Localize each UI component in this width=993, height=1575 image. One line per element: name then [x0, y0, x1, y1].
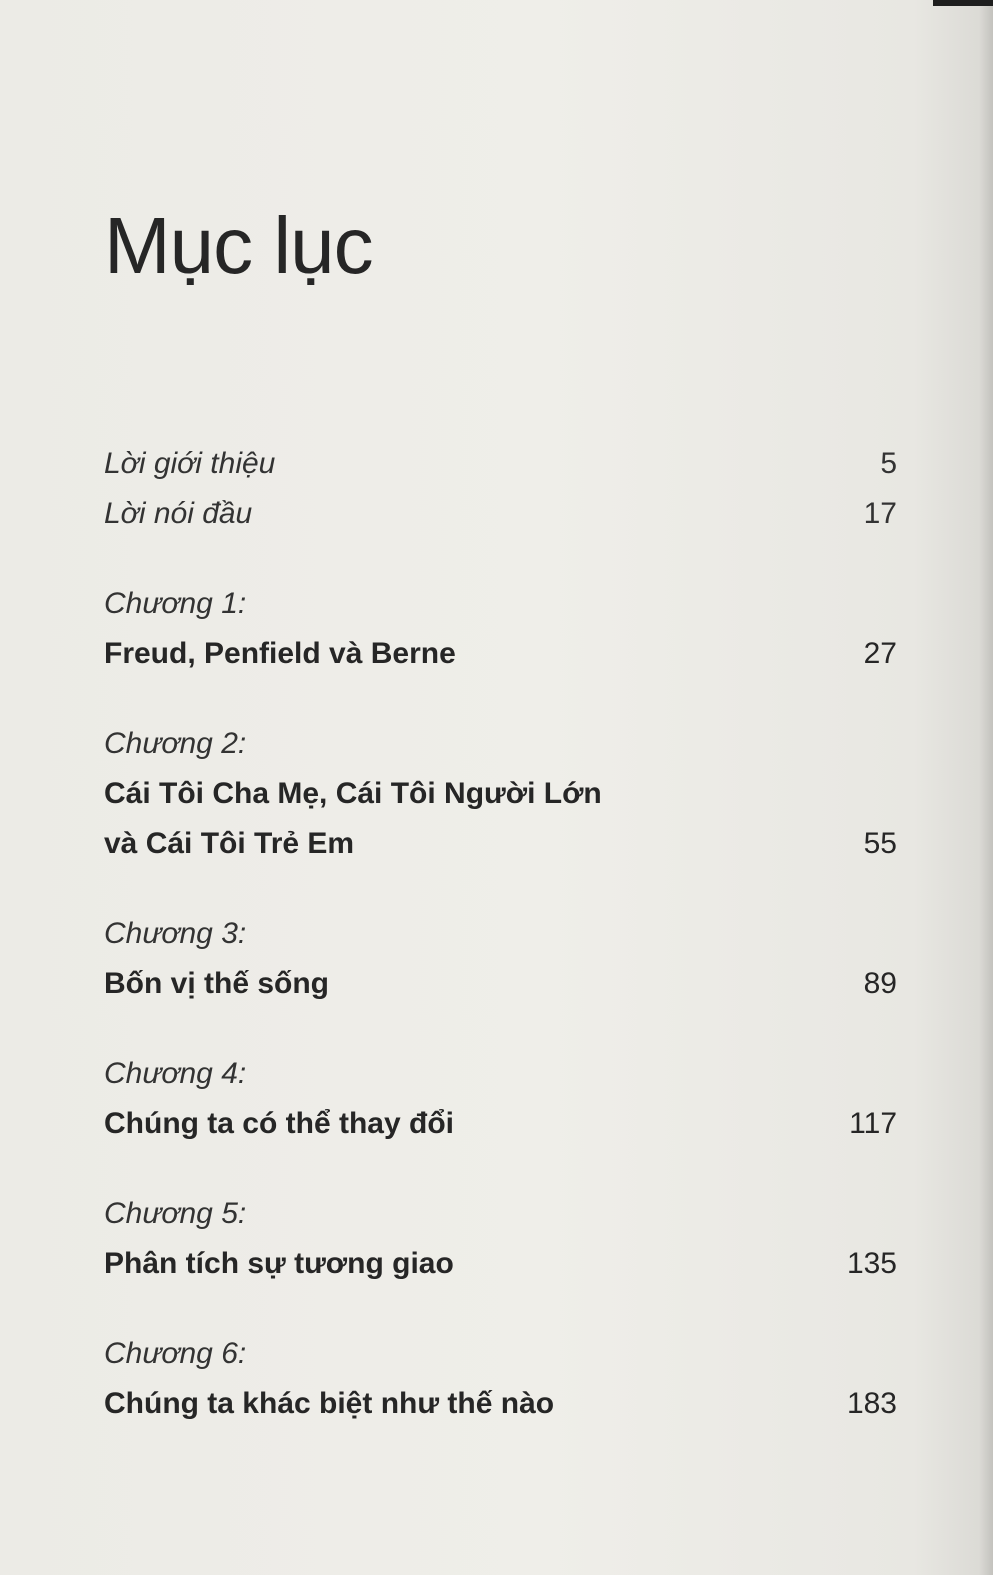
chapter-4-label: Chương 4:: [104, 1057, 247, 1090]
chapter-6-label: Chương 6:: [104, 1337, 247, 1370]
chapter-title: Bốn vị thế sống: [104, 967, 329, 1000]
chapter-5-label: Chương 5:: [104, 1197, 247, 1230]
page-edge-shadow: [979, 0, 993, 1575]
chapter-2-label: Chương 2:: [104, 727, 247, 760]
chapter-title: Chúng ta khác biệt như thế nào: [104, 1387, 555, 1420]
toc-entry-label: Lời giới thiệu: [104, 447, 276, 480]
toc-page-number: 55: [863, 827, 897, 860]
toc-page-number: 5: [880, 447, 897, 480]
chapter-1-label: Chương 1:: [104, 587, 247, 620]
chapter-3-label: Chương 3:: [104, 917, 247, 950]
page-title: Mục lục: [104, 201, 373, 290]
chapter-title: Cái Tôi Cha Mẹ, Cái Tôi Người Lớn: [104, 777, 602, 810]
chapter-title: Freud, Penfield và Berne: [104, 637, 456, 670]
toc-page-number: 27: [863, 637, 897, 670]
chapter-title: Chúng ta có thể thay đổi: [104, 1107, 454, 1140]
corner-mark: [933, 0, 993, 6]
toc-entry-label: Lời nói đầu: [104, 497, 253, 530]
chapter-title: và Cái Tôi Trẻ Em: [104, 827, 355, 860]
toc-page-number: 89: [863, 967, 897, 1000]
toc-page-number: 183: [846, 1387, 897, 1420]
toc-page-number: 117: [849, 1107, 897, 1140]
toc-page-number: 135: [846, 1247, 897, 1280]
chapter-title: Phân tích sự tương giao: [104, 1247, 454, 1280]
toc-page-number: 17: [863, 497, 897, 530]
